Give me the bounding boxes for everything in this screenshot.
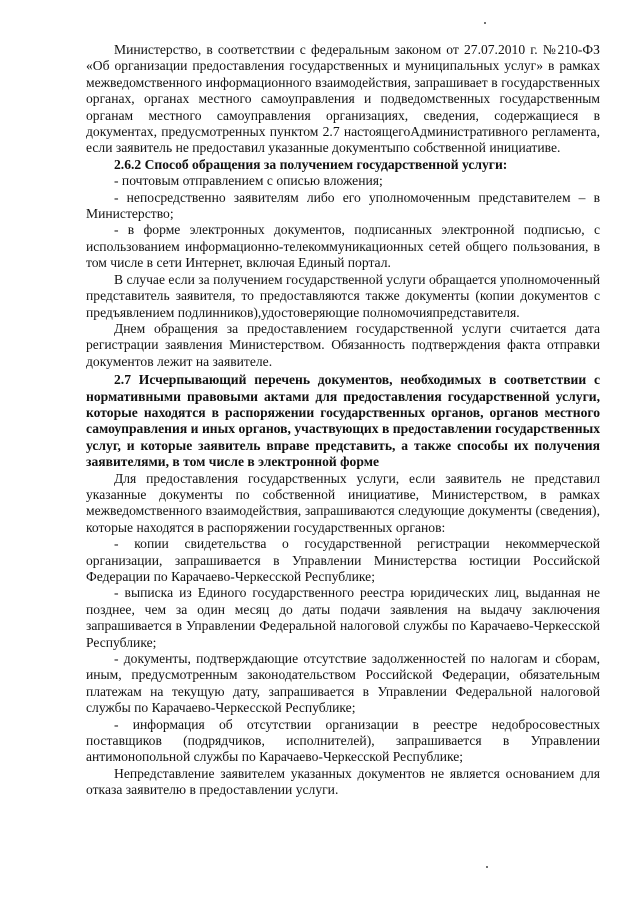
- list-item-electronic: - в форме электронных документов, подписанных электронной подписью, с использованием информационно-телекоммуникационных сетей общего пользования, в том числе в сети Интернет, включая Единый портал.: [86, 222, 600, 271]
- paragraph-non-submission: Непредставление заявителем указанных документов не является основанием для отказа заявителю в предоставлении услуги.: [86, 765, 600, 798]
- list-item-registration-certificate: - копии свидетельства о государственной регистрации некоммерческой организации, запрашивается в Управлении Министерства юстиции Российской Федерации по Карачаево-Черкесской Республике;: [86, 536, 600, 584]
- heading-2-6-2: 2.6.2 Способ обращения за получением государственной услуги:: [114, 156, 508, 172]
- scan-speck: [486, 866, 488, 868]
- paragraph-interagency-request: Для предоставления государственных услуги, если заявитель не представил указанные документы по собственной инициативе, Министерством, в рамках межведомственного взаимодействия, запрашиваются следующие документы (сведения), которые находятся в распоряжении государственных органов:: [86, 470, 600, 535]
- heading-2-7: 2.7 Исчерпывающий перечень документов, необходимых в соответствии с нормативными правовыми актами для предоставления государственной услуги, которые находятся в распоряжении государственных органов, органов местного самоуправления и иных органов, участвующих в предоставлении государственных услуг, и которые заявитель вправе представить, а также способы их получения заявителями, в том числе в электронной форме: [86, 372, 600, 470]
- paragraph-representative: В случае если за получением государственной услуги обращается уполномоченный представитель заявителя, то предоставляются также документы (копии документов с предъявлением подлинников),удостоверяющие полномочияпредставителя.: [86, 271, 600, 320]
- list-item-postal: - почтовым отправлением с описью вложения;: [114, 173, 383, 189]
- document-page: [86, 42, 600, 799]
- list-item-egrul-extract: - выписка из Единого государственного реестра юридических лиц, выданная не позднее, чем за один месяц до даты подачи заявления на выдачу заключения запрашивается в Управлении Федеральной налоговой службы по Карачаево-Черкесской Республике;: [86, 585, 600, 650]
- list-item-unfair-suppliers: - информация об отсутствии организации в реестре недобросовестных поставщиков (подрядчиков, исполнителей), запрашивается в Управлении антимонопольной службы по Карачаево-Черкесской Республике;: [86, 716, 600, 765]
- list-item-no-tax-debt: - документы, подтверждающие отсутствие задолженностей по налогам и сборам, иным, предусмотренным законодательством Российской Федерации, обязательным платежам на текущую дату, запрашивается в Управлении Федеральной налоговой службы по Карачаево-Черкесской Республике;: [86, 651, 600, 716]
- scan-speck: [484, 22, 486, 24]
- paragraph-ministry-requests: Министерство, в соответствии с федеральным законом от 27.07.2010 г. №210-ФЗ «Об организации предоставления государственных и муниципальных услуг» в рамках межведомственного информационного взаимодействия, запрашивает в государственных органах, органах местного самоуправления и подведомственных государственным органам местного самоуправления организациях, сведения, содержащиеся в документах, предусмотренных пунктом 2.7 настоящегоАдминистративного регламента, если заявитель не предоставил указанные документыпо собственной инициативе.: [86, 42, 600, 156]
- paragraph-application-date: Днем обращения за предоставлением государственной услуги считается дата регистрации заявления Министерством. Обязанность подтверждения факта отправки документов лежит на заявителе.: [86, 320, 600, 369]
- list-item-in-person: - непосредственно заявителям либо его уполномоченным представителем – в Министерство;: [86, 189, 600, 222]
